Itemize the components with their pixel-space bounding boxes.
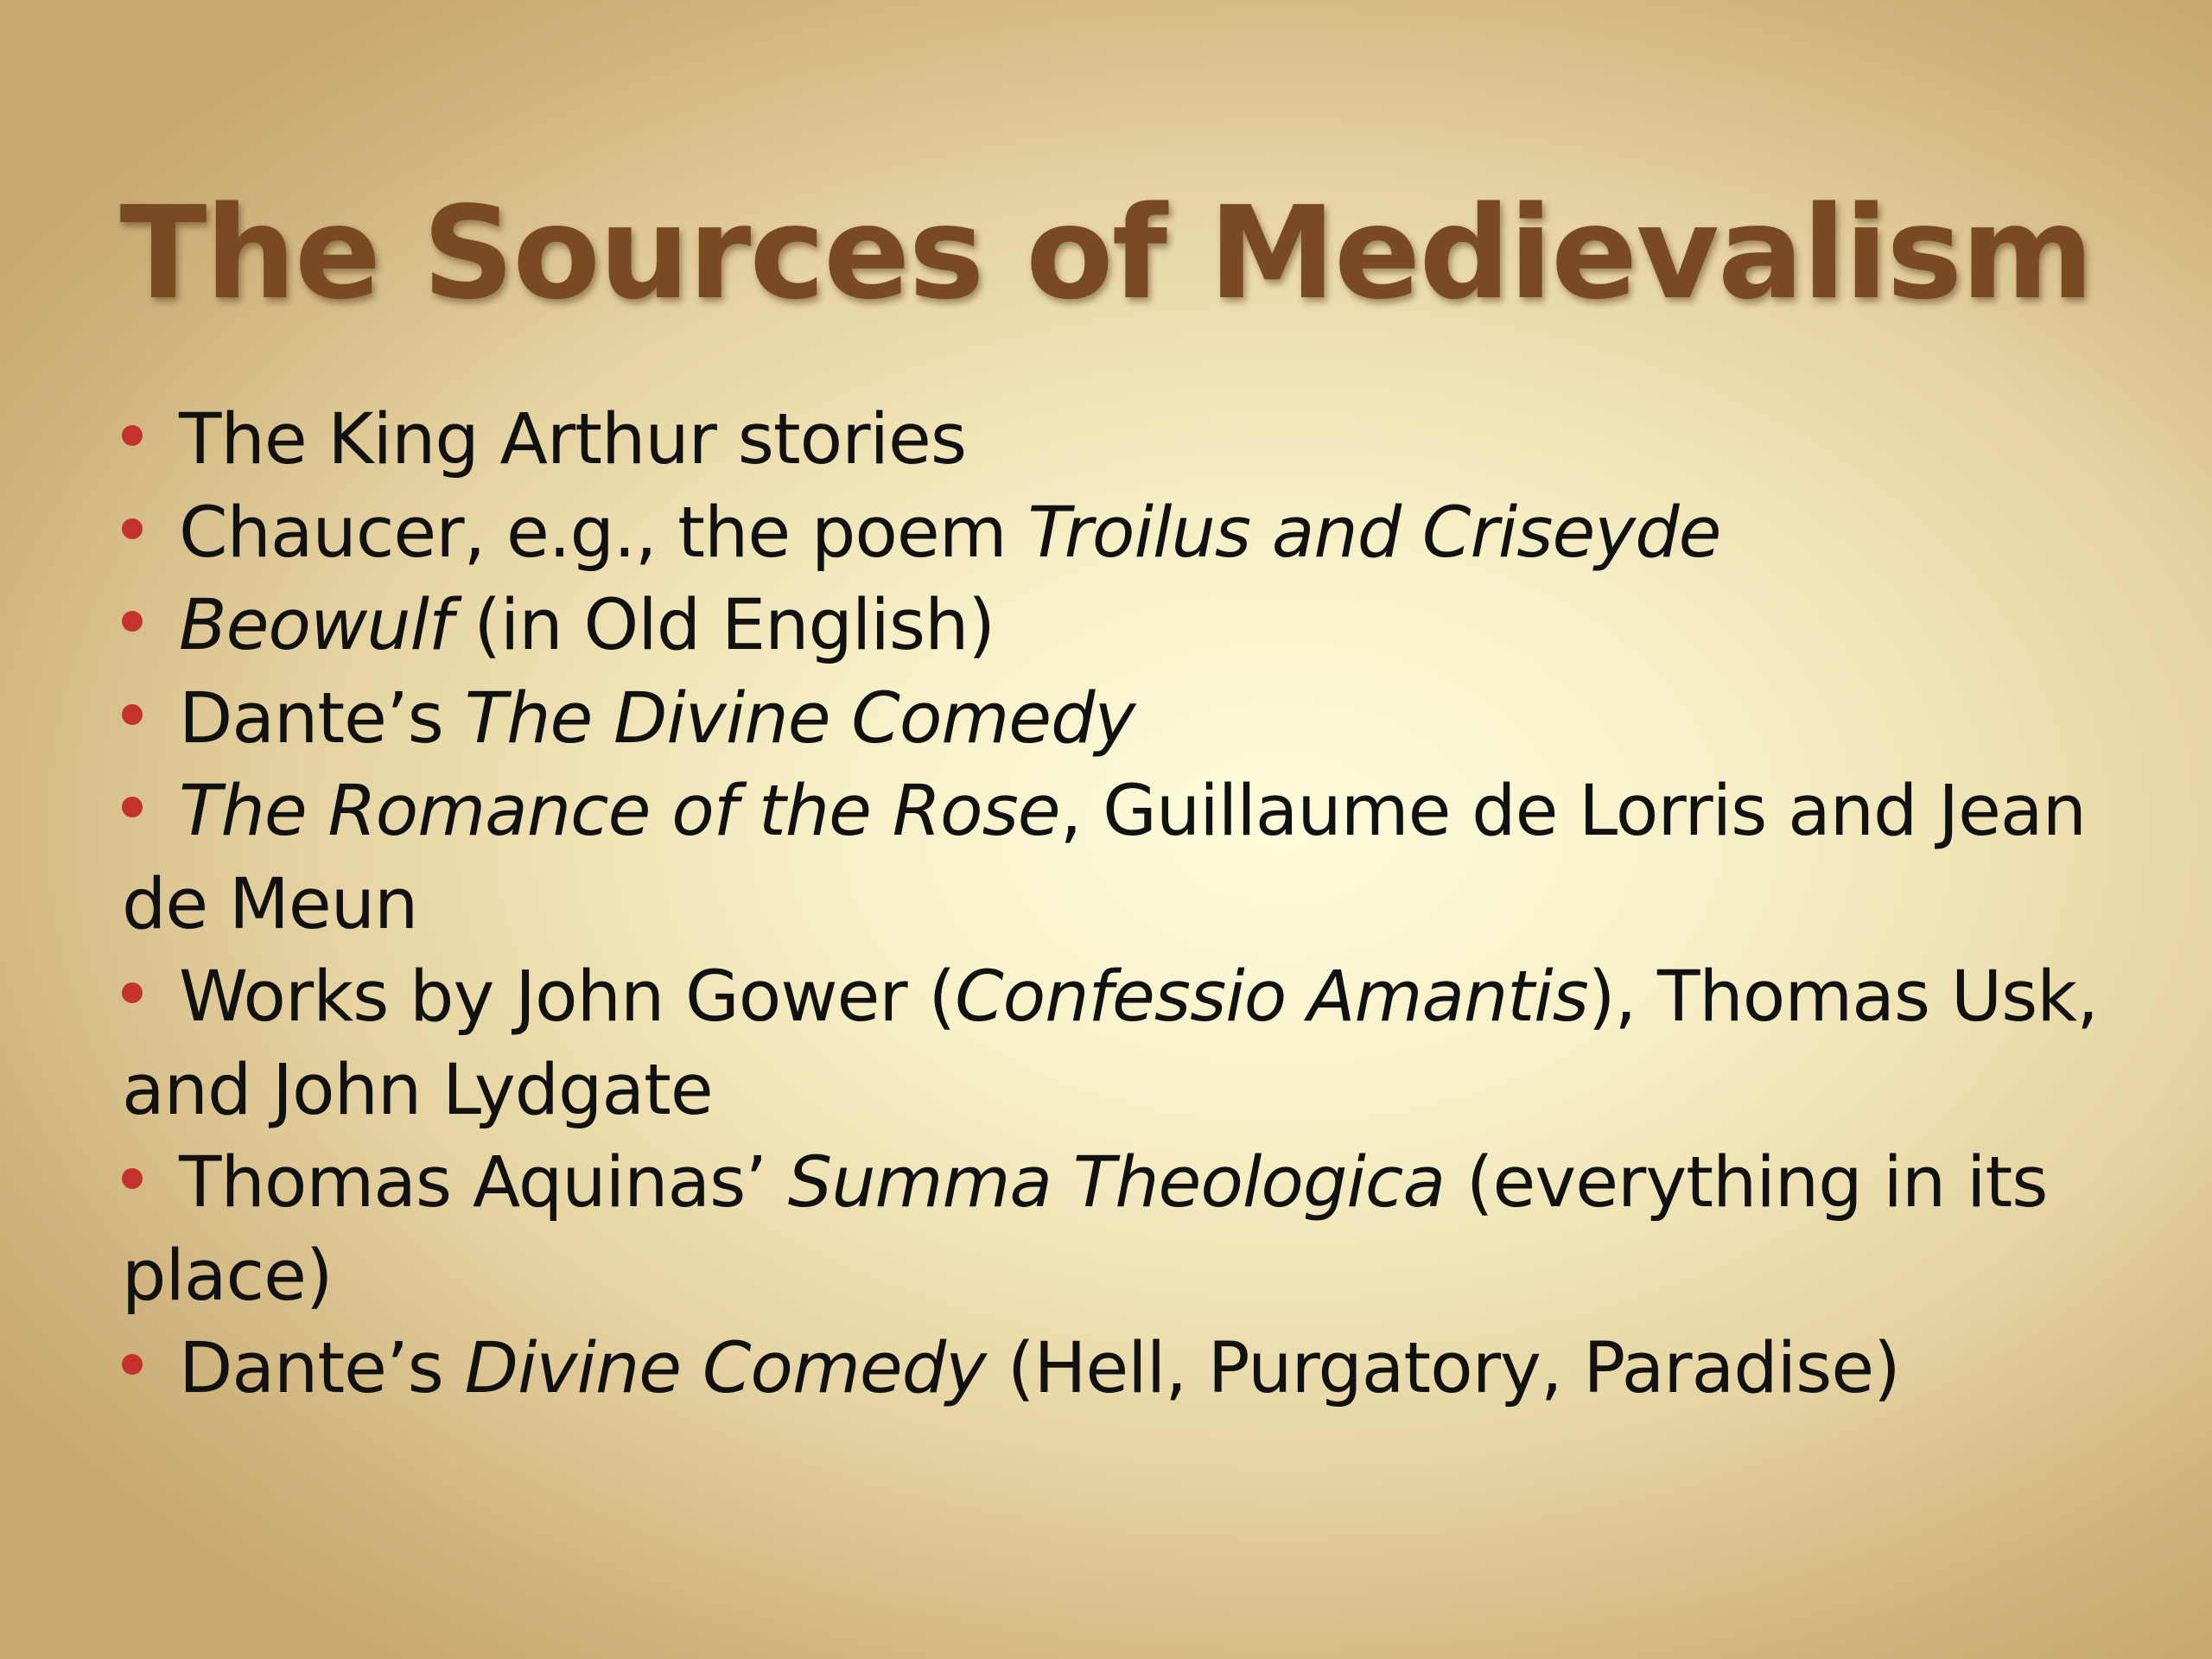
bullet-text: Thomas Aquinas’ (179, 1142, 788, 1224)
bullet-text: Works by John Gower ( (179, 957, 956, 1038)
bullet-dot-icon (122, 797, 143, 817)
bullet-text-italic: Confessio Amantis (955, 957, 1588, 1038)
bullet-text: Dante’s (179, 1328, 465, 1409)
bullet-text: (everything in its place) (122, 1142, 2048, 1317)
bullet-dot-icon (122, 982, 143, 1003)
bullet-dot-icon (122, 704, 143, 725)
list-item (122, 580, 2144, 673)
list-item (122, 1137, 2144, 1323)
bullet-text-italic: Divine Comedy (464, 1328, 987, 1409)
bullet-text-italic: Beowulf (179, 585, 453, 666)
bullet-list (122, 394, 2144, 1416)
bullet-dot-icon (122, 518, 143, 539)
bullet-text: The King Arthur stories (179, 399, 967, 480)
slide-title: The Sources of Medievalism (119, 179, 2093, 327)
list-item (122, 1323, 2144, 1416)
list-item (122, 394, 2144, 487)
bullet-dot-icon (122, 1168, 143, 1189)
bullet-text-italic: Summa Theologica (787, 1142, 1446, 1224)
list-item (122, 673, 2144, 766)
bullet-text: ), Thomas Usk, and John Lydgate (122, 957, 2098, 1131)
list-item (122, 487, 2144, 581)
list-item (122, 766, 2144, 951)
bullet-text: (Hell, Purgatory, Paradise) (986, 1328, 1900, 1409)
bullet-text: Dante’s (179, 677, 465, 760)
bullet-text-italic: The Romance of the Rose (179, 771, 1060, 852)
bullet-text: Chaucer, e.g., the poem (179, 492, 1028, 574)
bullet-text-italic: The Divine Comedy (464, 677, 1135, 760)
bullet-text: , Guillaume de Lorris and Jean de Meun (122, 771, 2086, 945)
bullet-text-italic: Troilus and Criseyde (1027, 492, 1721, 574)
bullet-dot-icon (122, 1354, 143, 1375)
bullet-dot-icon (122, 425, 143, 446)
list-item (122, 951, 2144, 1137)
bullet-dot-icon (122, 611, 143, 632)
bullet-text: (in Old English) (452, 585, 995, 666)
